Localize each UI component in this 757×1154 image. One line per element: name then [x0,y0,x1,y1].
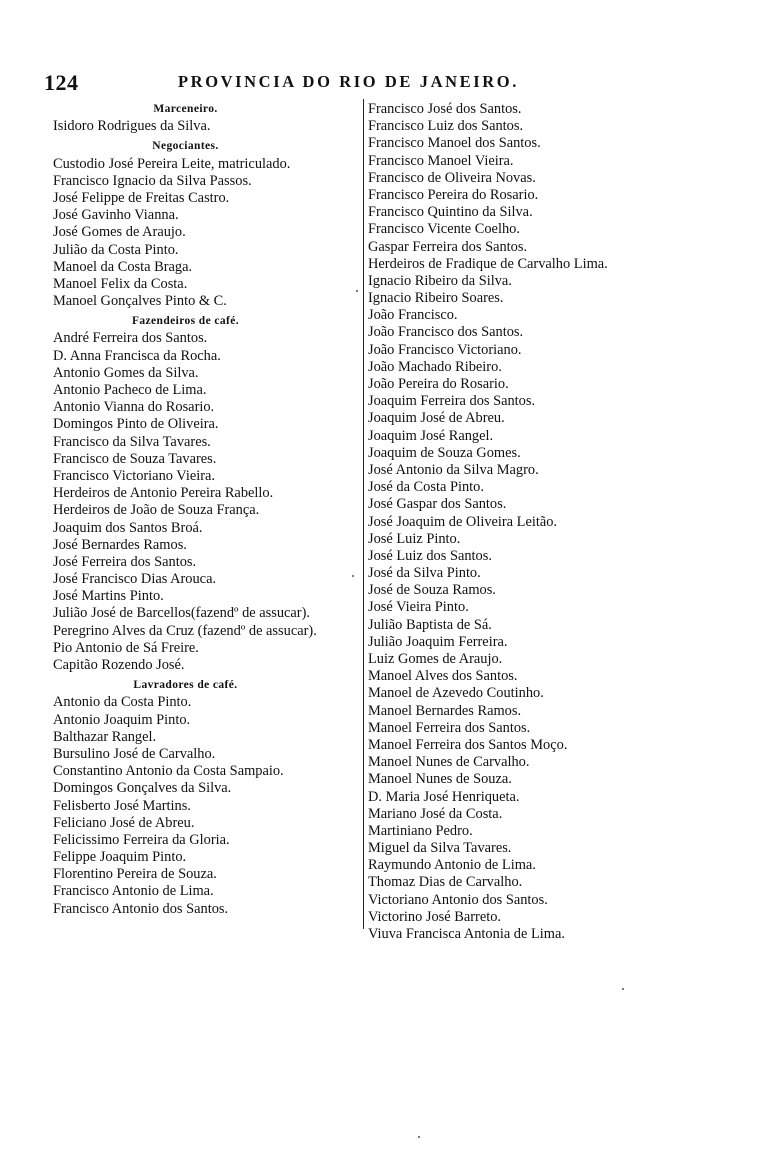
list-entry: Pio Antonio de Sá Freire. [53,639,199,656]
list-entry: Francisco Antonio dos Santos. [53,900,229,917]
list-entry: D. Maria José Henriqueta. [368,788,520,805]
list-entry: Antonio Vianna do Rosario. [53,399,215,416]
list-entry: Manoel Ferreira dos Santos. [368,719,531,736]
list-entry: José Vieira Pinto. [368,599,469,616]
list-entry: Herdeiros de João de Souza França. [53,502,260,519]
list-entry: Francisco Manoel dos Santos. [368,135,541,152]
list-entry: Manoel Nunes de Carvalho. [368,754,530,771]
list-entry: Constantino Antonio da Costa Sampaio. [53,763,284,780]
list-entry: Francisco Antonio de Lima. [53,883,214,900]
list-entry: José Luiz Pinto. [368,530,461,547]
page-number: 124 [44,70,79,95]
list-entry: Felicissimo Ferreira da Gloria. [53,831,230,848]
section-heading: Lavradores de café. [133,679,238,692]
list-entry: Francisco Ignacio da Silva Passos. [53,172,252,189]
list-entry: Thomaz Dias de Carvalho. [368,874,523,891]
list-entry: José Joaquim de Oliveira Leitão. [368,513,558,530]
list-entry: Manoel Bernardes Ramos. [368,702,522,719]
list-entry: Francisco da Silva Tavares. [53,433,211,450]
list-entry: André Ferreira dos Santos. [53,330,208,347]
list-entry: Joaquim José de Abreu. [368,410,505,427]
list-entry: Manoel Felix da Costa. [53,275,188,292]
list-entry: Manoel Alves dos Santos. [368,668,518,685]
paper-speck [622,988,624,990]
list-entry: Antonio Gomes da Silva. [53,364,199,381]
list-entry: José Martins Pinto. [53,588,164,605]
list-entry: Joaquim Ferreira dos Santos. [368,393,536,410]
list-entry: Domingos Pinto de Oliveira. [53,416,219,433]
list-entry: Francisco Manoel Vieira. [368,152,514,169]
list-entry: Victorino José Barreto. [368,908,502,925]
list-entry: Julião Baptista de Sá. [368,616,492,633]
list-entry: Francisco de Souza Tavares. [53,450,217,467]
list-entry: Joaquim de Souza Gomes. [368,444,521,461]
list-entry: João Francisco. [368,307,458,324]
list-entry: Joaquim José Rangel. [368,427,494,444]
list-entry: Peregrino Alves da Cruz (fazendº de assucar). [53,622,317,639]
page-title: PROVINCIA DO RIO DE JANEIRO. [178,72,519,91]
list-entry: João Pereira do Rosario. [368,376,509,392]
section-heading: Marceneiro. [153,103,218,115]
list-entry: João Francisco Victoriano. [368,341,522,358]
list-entry: Victoriano Antonio dos Santos. [368,891,548,908]
list-entry: Julião José de Barcellos(fazendº de assucar). [53,605,310,622]
list-entry: José Luiz dos Santos. [368,547,492,564]
list-entry: Herdeiros de Antonio Pereira Rabello. [53,485,274,502]
list-entry: Francisco Luiz dos Santos. [368,118,524,135]
list-entry: Domingos Gonçalves da Silva. [53,780,232,797]
section-heading: Fazendeiros de café. [131,315,240,328]
list-entry: Manoel Gonçalves Pinto & C. [53,293,227,310]
list-entry: Francisco de Oliveira Novas. [368,169,536,186]
list-entry: Antonio da Costa Pinto. [53,694,192,711]
list-entry: Balthazar Rangel. [53,728,157,745]
list-entry: Feliciano José de Abreu. [53,814,195,831]
list-entry: Florentino Pereira de Souza. [53,866,217,883]
list-entry: Luiz Gomes de Araujo. [368,651,503,667]
list-entry: José da Costa Pinto. [368,479,484,496]
list-entry: José Antonio da Silva Magro. [368,461,539,478]
list-entry: Raymundo Antonio de Lima. [368,857,536,874]
list-entry: Manoel da Costa Braga. [53,258,193,275]
list-entry: Antonio Joaquim Pinto. [53,711,191,728]
list-entry: José da Silva Pinto. [368,565,481,582]
list-entry: Felippe Joaquim Pinto. [53,849,187,866]
list-entry: Francisco Victoriano Vieira. [53,467,215,484]
paper-speck [352,575,354,577]
list-entry: José Bernardes Ramos. [53,536,187,553]
list-entry: Francisco Quintino da Silva. [368,204,533,221]
list-entry: Ignacio Ribeiro da Silva. [368,272,512,289]
list-entry: João Francisco dos Santos. [368,324,524,341]
list-entry: Martiniano Pedro. [368,822,473,839]
list-entry: Felisberto José Martins. [53,797,191,814]
list-entry: Manoel Ferreira dos Santos Moço. [368,736,568,753]
list-entry: Francisco Vicente Coelho. [368,221,520,238]
list-entry: João Machado Ribeiro. [368,358,502,375]
column-divider [363,99,364,929]
list-entry: José Francisco Dias Arouca. [53,571,217,588]
list-entry: José Gavinho Vianna. [53,207,179,224]
list-entry: José Gaspar dos Santos. [368,496,507,513]
list-entry: José Ferreira dos Santos. [53,553,197,570]
list-entry: José Felippe de Freitas Castro. [53,189,230,206]
list-entry: Ignacio Ribeiro Soares. [368,290,504,307]
right-column [368,101,708,943]
list-entry: Joaquim dos Santos Broá. [53,519,203,536]
list-entry: Antonio Pacheco de Lima. [53,382,207,398]
list-entry: Mariano José da Costa. [368,805,503,822]
list-entry: D. Anna Francisca da Rocha. [53,347,221,364]
list-entry: Miguel da Silva Tavares. [368,840,512,857]
list-entry: Isidoro Rodrigues da Silva. [53,118,211,135]
list-entry: Francisco Pereira do Rosario. [368,186,539,203]
list-entry: José de Souza Ramos. [368,582,496,599]
list-entry: Capitão Rozendo José. [53,657,185,673]
paper-speck [418,1136,420,1138]
paper-speck [356,290,358,292]
list-entry: Herdeiros de Fradique de Carvalho Lima. [368,255,608,272]
list-entry: Manoel Nunes de Souza. [368,771,512,788]
list-entry: Custodio José Pereira Leite, matriculado. [53,155,291,172]
section-heading: Negociantes. [152,140,219,153]
list-entry: José Gomes de Araujo. [53,224,186,241]
list-entry: Julião Joaquim Ferreira. [368,633,508,650]
list-entry: Bursulino José de Carvalho. [53,745,216,762]
left-column [53,101,358,918]
list-entry: Francisco José dos Santos. [368,101,522,117]
list-entry: Manoel de Azevedo Coutinho. [368,685,544,702]
list-entry: Viuva Francisca Antonia de Lima. [368,926,565,942]
list-entry: Gaspar Ferreira dos Santos. [368,238,528,255]
list-entry: Julião da Costa Pinto. [53,241,179,258]
